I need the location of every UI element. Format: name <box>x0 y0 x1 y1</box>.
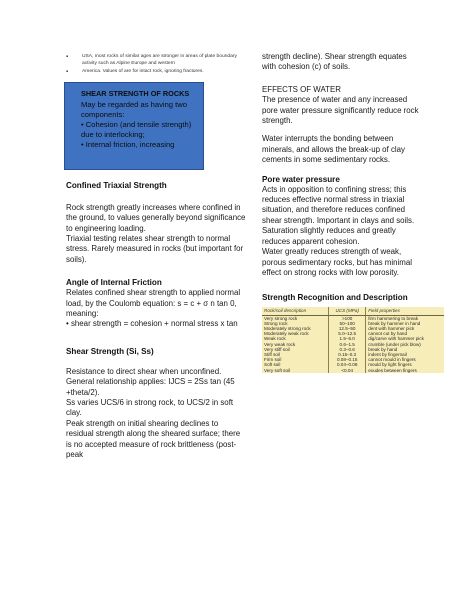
table-header-description: Rock/soil description <box>262 307 329 315</box>
table-cell: cannot mould in fingers <box>368 357 416 363</box>
table-cell: 0.3–0.6 <box>329 347 366 352</box>
section-heading-internal-friction: Angle of Internal Friction <box>66 278 162 288</box>
table-cell: 50–100 <box>329 321 366 326</box>
table-cell: Stiff soil <box>264 351 280 357</box>
table-cell: indent by fingernail <box>368 351 407 357</box>
table-header-row <box>262 307 444 315</box>
table-cell: firm hammering to break <box>368 315 419 321</box>
table-cell: Moderately weak rock <box>264 331 309 337</box>
table-cell: Weak rock <box>264 336 286 342</box>
table-cell: <0.04 <box>329 368 366 373</box>
section-heading-pore-water: Pore water pressure <box>262 174 340 184</box>
box-heading: SHEAR STRENGTH OF ROCKS <box>81 88 190 98</box>
table-cell: Very stiff soil <box>264 346 290 352</box>
saturation-body: Saturation slightly reduces and greatly reduces apparent cohesion. <box>262 226 396 246</box>
shear-strength-definition: Resistance to direct shear when unconfined. <box>66 366 222 376</box>
coulomb-equation-text: Relates confined shear strength to applied normal load, by the Coulomb equation: s = c + σ n tan 0, meaning: <box>66 288 241 319</box>
top-bullet-list <box>66 54 246 76</box>
section-heading-confined-triaxial: Confined Triaxial Strength <box>66 180 167 190</box>
pore-water-body: Acts in opposition to confining stress; this reduces effective normal stress in triaxial situation, and therefore reduces confined shear strength. Important in clays and soils. <box>262 184 415 225</box>
table-cell: Strong rock <box>264 320 288 326</box>
bullet-icon: ▪ <box>66 54 69 60</box>
peak-strength-text: Peak strength on initial shearing declines to residual strength along the sheared surface; there is no accepted measure of rock brittleness (post-peak <box>66 418 241 460</box>
box-item-cohesion: • Cohesion (and tensile strength) due to interlocking; <box>81 119 192 139</box>
table-cell: mould by light fingers <box>368 362 412 368</box>
table-row <box>262 368 444 373</box>
table-cell: Moderately strong rock <box>264 325 311 331</box>
table-header-ucs: UCS (MPa) <box>329 307 366 315</box>
table-cell: 0.04–0.08 <box>329 362 366 367</box>
box-item-friction: • Internal friction, increasing <box>81 139 175 149</box>
bullet-icon: ▪ <box>66 69 69 76</box>
water-weak-rock-body: Water greatly reduces strength of weak, porous sedimentary rocks, but has minimal effect on strong rocks with low porosity. <box>262 247 412 277</box>
section-heading-effects-of-water: EFFECTS OF WATER <box>262 84 341 94</box>
table-cell: dent with hammer pick <box>368 325 415 331</box>
table-cell: crumble (under pick blow) <box>368 341 421 347</box>
table-cell: 5.0–12.5 <box>329 331 366 336</box>
section-heading-strength-recognition: Strength Recognition and Description <box>262 293 408 303</box>
shear-strength-formula: • shear strength = cohesion + normal stress x tan <box>66 319 238 329</box>
table-cell: exudes between fingers <box>368 367 417 373</box>
table-cell: Firm soil <box>264 357 282 363</box>
table-cell: >100 <box>329 315 366 321</box>
table-cell: 1.5–5.0 <box>329 336 366 341</box>
bullet-item: ▪ USA, most rocks of similar ages are stronger in areas of plate boundary activity such as Alpine Europe and western <box>66 54 237 66</box>
table-cell: 12.5–50 <box>329 326 366 331</box>
water-bonding-body: Water interrupts the bonding between minerals, and allows the break-up of clay cements in some sedimentary rocks. <box>262 134 405 165</box>
table-cell: 0.15–0.3 <box>329 352 366 357</box>
table-cell: break by hammer in hand <box>368 320 421 326</box>
table-cell: cannot cut by hand <box>368 331 408 337</box>
table-header-field-properties: Field properties <box>366 307 444 315</box>
strength-recognition-table <box>262 307 444 372</box>
table-cell: Very strong rock <box>264 315 298 321</box>
table-cell: 0.08–0.15 <box>329 357 366 362</box>
shear-strength-relationship: General relationship applies: IJCS = 2Ss tan (45 +theta/2). <box>66 377 235 397</box>
left-column <box>66 52 246 461</box>
table-cell: 0.6–1.5 <box>329 342 366 347</box>
shear-strength-variation: Ss varies UCS/6 in strong rock, to UCS/2 in soft clay. <box>66 398 234 418</box>
right-column <box>262 52 422 373</box>
confined-triaxial-body: Rock strength greatly increases where confined in the ground, to values generally beyond significance to engineering loading. <box>66 202 246 233</box>
table-cell: break by hand <box>368 346 398 352</box>
shear-strength-box <box>64 82 204 170</box>
table-cell: Very weak rock <box>264 341 296 347</box>
table-row <box>262 342 444 347</box>
triaxial-testing-body: Triaxial testing relates shear strength to normal stress. Rarely measured in rocks (but important for soils). <box>66 234 244 264</box>
section-heading-shear-strength: Shear Strength (Si, Ss) <box>66 346 154 356</box>
shear-strength-continuation: strength decline). Shear strength equates with cohesion (c) of soils. <box>262 52 407 72</box>
table-cell: Very soft soil <box>264 367 291 373</box>
table-cell: Soft soil <box>264 362 281 368</box>
bullet-item: ▪ America. Values of are for intact rock, ignoring fractures. <box>66 69 204 76</box>
box-intro: May be regarded as having two components: <box>81 99 187 119</box>
table-cell: dig/carve with hammer pick <box>368 336 424 342</box>
effects-of-water-body: The presence of water and any increased pore water pressure significantly reduce rock strength. <box>262 95 419 126</box>
